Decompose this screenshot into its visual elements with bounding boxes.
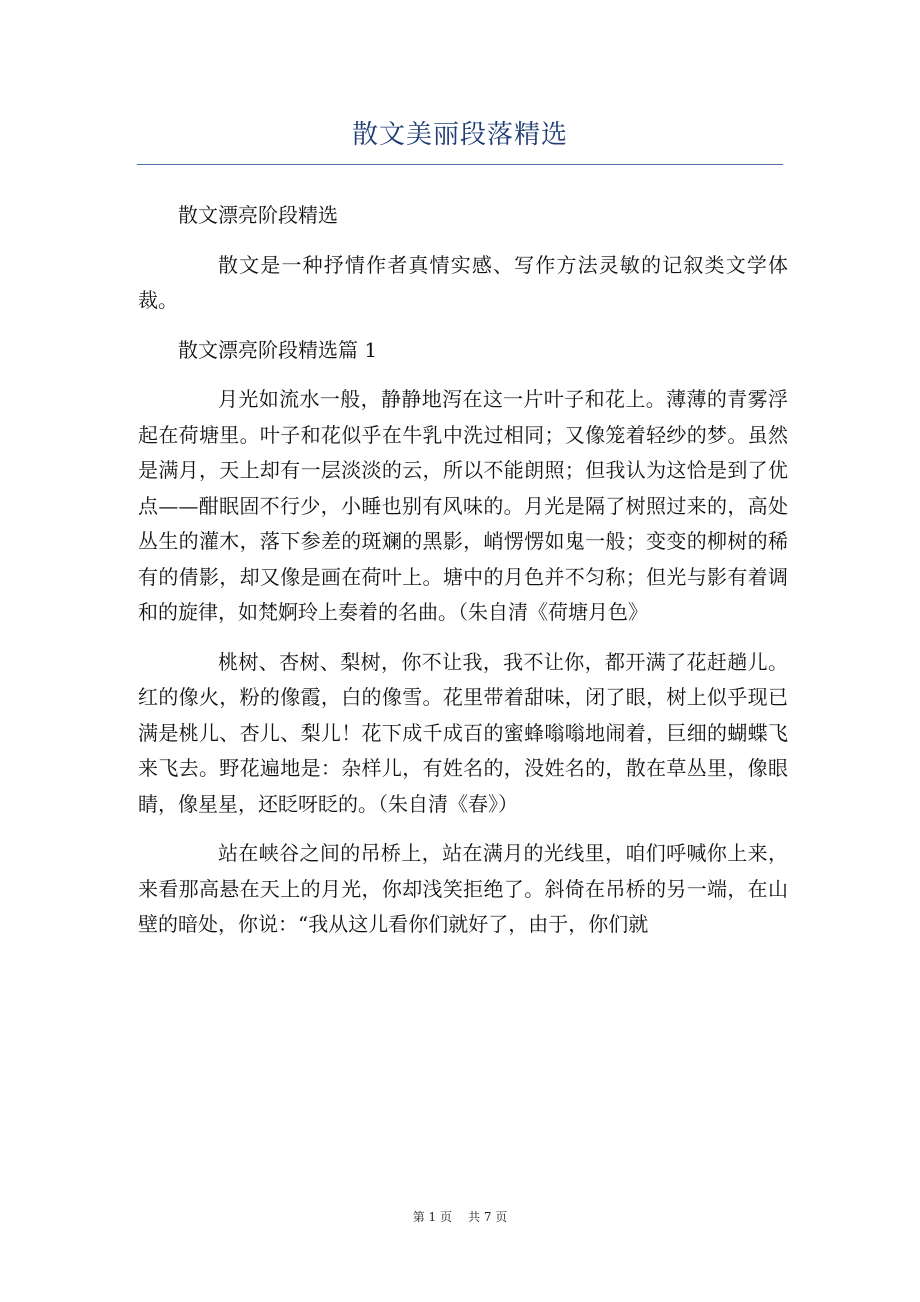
- page-number: 第 1 页: [412, 1210, 452, 1224]
- page-total: 共 7 页: [468, 1210, 508, 1224]
- paragraph-spring: 桃树、杏树、梨树，你不让我，我不让你，都开满了花赶趟儿。红的像火，粉的像霞，白的像雪。花里带着甜味，闭了眼，树上似乎现已满是桃儿、杏儿、梨儿！花下成千成百的蜜蜂嗡嗡地闹着，巨细的蝴蝶飞来飞去。野花遍地是：杂样儿，有姓名的，没姓名的，散在草丛里，像眼睛，像星星，还眨呀眨的。（朱自清《春》）: [138, 649, 788, 816]
- paragraph-intro: 散文是一种抒情作者真情实感、写作方法灵敏的记叙类文学体裁。: [138, 252, 788, 312]
- document-body: [138, 198, 788, 957]
- page-footer: [0, 1208, 920, 1226]
- paragraph-bridge: 站在峡谷之间的吊桥上，站在满月的光线里，咱们呼喊你上来，来看那高悬在天上的月光，你却浅笑拒绝了。斜倚在吊桥的另一端，在山壁的暗处，你说：“我从这儿看你们就好了，由于，你们就: [138, 841, 788, 936]
- title-divider: [137, 164, 783, 165]
- section-heading: 散文漂亮阶段精选: [178, 203, 338, 227]
- page-title: 散文美丽段落精选: [351, 120, 568, 150]
- section-heading: 散文漂亮阶段精选篇 1: [178, 337, 378, 362]
- paragraph-moonlight: 月光如流水一般，静静地泻在这一片叶子和花上。薄薄的青雾浮起在荷塘里。叶子和花似乎在牛乳中洗过相同；又像笼着轻纱的梦。虽然是满月，天上却有一层淡淡的云，所以不能朗照；但我认为这恰是到了优点——酣眠固不行少，小睡也别有风味的。月光是隔了树照过来的，高处丛生的灌木，落下参差的斑斓的黑影，峭愣愣如鬼一般；变变的柳树的稀有的倩影，却又像是画在荷叶上。塘中的月色并不匀称；但光与影有着调和的旋律，如梵婀玲上奏着的名曲。（朱自清《荷塘月色》: [138, 387, 788, 624]
